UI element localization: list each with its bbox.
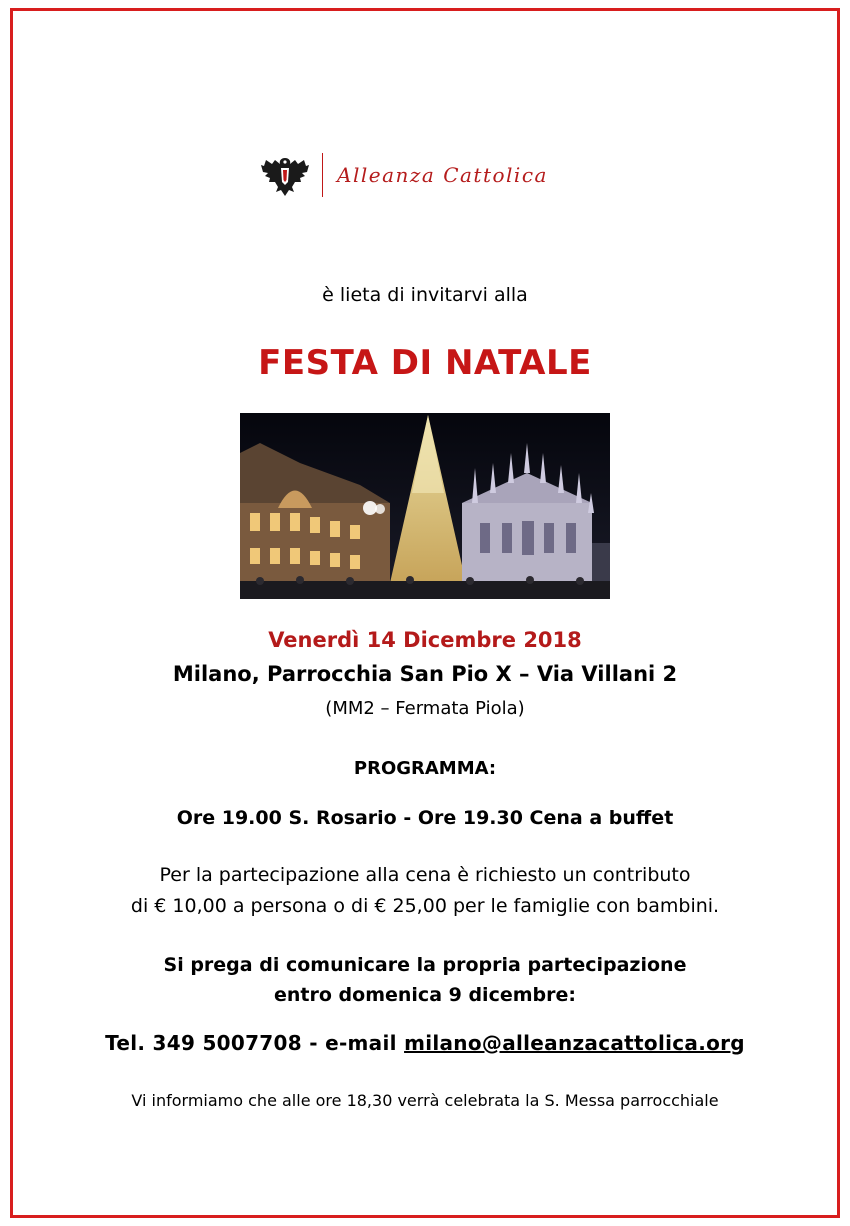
- organization-logo: [260, 150, 548, 200]
- organization-name: Alleanza Cattolica: [337, 163, 548, 187]
- metro-stop: (MM2 – Fermata Piola): [325, 698, 525, 719]
- event-title: FESTA DI NATALE: [258, 343, 592, 383]
- program-schedule: Ore 19.00 S. Rosario - Ore 19.30 Cena a buffet: [176, 807, 674, 829]
- contribution-line-2: di € 10,00 a persona o di € 25,00 per le famiglie con bambini.: [130, 895, 720, 917]
- contact-phone: Tel. 349 5007708 - e-mail: [105, 1031, 405, 1055]
- contribution-line-1: Per la partecipazione alla cena è richiesto un contributo: [159, 864, 691, 886]
- milan-christmas-photo: [240, 413, 610, 599]
- milan-christmas-scene: [240, 413, 610, 599]
- eagle-icon: [260, 152, 310, 198]
- event-location: Milano, Parrocchia San Pio X – Via Villani 2: [172, 662, 678, 686]
- logo-divider: [322, 153, 323, 197]
- contact-info: [0, 1031, 850, 1055]
- rsvp-line-2: entro domenica 9 dicembre:: [274, 984, 576, 1006]
- program-heading: PROGRAMMA:: [353, 758, 497, 779]
- rsvp-request: [0, 950, 850, 1010]
- invitation-intro: è lieta di invitarvi alla: [322, 284, 528, 306]
- event-date: Venerdì 14 Dicembre 2018: [268, 628, 582, 652]
- contribution-info: [0, 860, 850, 922]
- contact-email-link[interactable]: milano@alleanzacattolica.org: [404, 1031, 745, 1055]
- rsvp-line-1: Si prega di comunicare la propria partecipazione: [163, 954, 687, 976]
- mass-notice: Vi informiamo che alle ore 18,30 verrà celebrata la S. Messa parrocchiale: [131, 1091, 719, 1110]
